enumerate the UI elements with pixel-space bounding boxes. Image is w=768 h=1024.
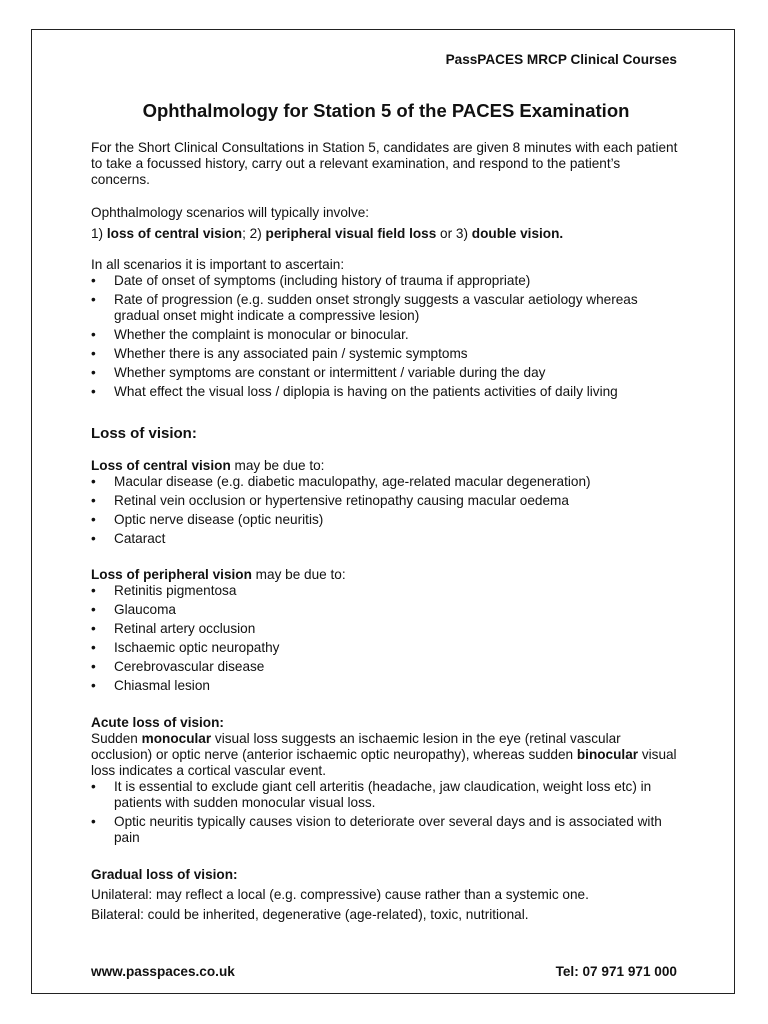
peripheral-section — [91, 567, 681, 697]
list-item: • Whether there is any associated pain / systemic symptoms — [91, 346, 681, 362]
central-list — [91, 474, 681, 547]
central-lead-rest: may be due to: — [230, 458, 325, 473]
acute-text-3: visual loss indicates a cortical vascular event. — [91, 747, 677, 778]
central-lead — [91, 458, 681, 474]
scenario-1: loss of central vision — [106, 226, 243, 241]
gradual-unilateral: Unilateral: may reflect a local (e.g. compressive) cause rather than a systemic one. — [91, 887, 589, 902]
list-item: • Retinal vein occlusion or hypertensive retinopathy causing macular oedema — [91, 493, 681, 509]
list-item: • Macular disease (e.g. diabetic maculopathy, age-related macular degeneration) — [91, 474, 681, 490]
list-item: • Cerebrovascular disease — [91, 659, 681, 675]
list-item: • It is essential to exclude giant cell arteritis (headache, jaw claudication, weight loss etc) in patients with sudden monocular visual loss. — [91, 779, 681, 811]
list-item: • Retinitis pigmentosa — [91, 583, 681, 599]
scenarios-lead: Ophthalmology scenarios will typically involve: — [91, 205, 370, 220]
acute-list — [91, 779, 681, 846]
ascertain-list — [91, 273, 681, 400]
footer-website: www.passpaces.co.uk — [91, 964, 235, 979]
peripheral-lead-rest: may be due to: — [251, 567, 346, 582]
gradual-section — [91, 867, 681, 923]
scenario-3: double vision. — [471, 226, 564, 241]
scenario-2: peripheral visual field loss — [265, 226, 437, 241]
central-lead-bold: Loss of central vision — [91, 458, 231, 473]
list-item: • Optic nerve disease (optic neuritis) — [91, 512, 681, 528]
peripheral-lead — [91, 567, 681, 583]
central-section — [91, 458, 681, 550]
list-item: • Date of onset of symptoms (including history of trauma if appropriate) — [91, 273, 681, 289]
list-item: • Cataract — [91, 531, 681, 547]
list-item: • Glaucoma — [91, 602, 681, 618]
ascertain-lead: In all scenarios it is important to ascertain: — [91, 257, 345, 272]
acute-bold-1: monocular — [141, 731, 212, 746]
page-title: Ophthalmology for Station 5 of the PACES Examination — [142, 100, 630, 121]
peripheral-lead-bold: Loss of peripheral vision — [91, 567, 252, 582]
gradual-heading: Gradual loss of vision: — [91, 867, 238, 882]
list-item: • What effect the visual loss / diplopia is having on the patients activities of daily living — [91, 384, 681, 400]
gradual-bilateral: Bilateral: could be inherited, degenerative (age-related), toxic, nutritional. — [91, 907, 529, 922]
acute-heading: Acute loss of vision: — [91, 715, 224, 730]
acute-section — [91, 715, 681, 849]
scenario-num-2: ; 2) — [242, 226, 266, 241]
list-item: • Whether symptoms are constant or intermittent / variable during the day — [91, 365, 681, 381]
list-item: • Rate of progression (e.g. sudden onset strongly suggests a vascular aetiology whereas gradual onset might indicate a compressive lesion) — [91, 292, 681, 324]
list-item: • Ischaemic optic neuropathy — [91, 640, 681, 656]
loss-of-vision-heading: Loss of vision: — [91, 425, 197, 442]
acute-text-1: Sudden — [91, 731, 142, 746]
intro-paragraph: For the Short Clinical Consultations in Station 5, candidates are given 8 minutes with each patient to take a focussed history, carry out a relevant examination, and respond to the patient’s concerns. — [91, 140, 678, 187]
footer-tel: Tel: 07 971 971 000 — [555, 964, 677, 979]
list-item: • Retinal artery occlusion — [91, 621, 681, 637]
peripheral-list — [91, 583, 681, 694]
acute-text-2: visual loss suggests an ischaemic lesion in the eye (retinal vascular occlusion) or optic nerve (anterior ischaemic optic neuropathy), whereas sudden — [91, 731, 621, 762]
list-item: • Optic neuritis typically causes vision to deteriorate over several days and is associated with pain — [91, 814, 681, 846]
header-org: PassPACES MRCP Clinical Courses — [445, 52, 677, 67]
list-item: • Whether the complaint is monocular or binocular. — [91, 327, 681, 343]
acute-bold-2: binocular — [576, 747, 639, 762]
scenario-num-1: 1) — [91, 226, 107, 241]
scenario-num-3: or 3) — [436, 226, 472, 241]
scenarios-list — [91, 226, 681, 242]
ascertain-section — [91, 257, 681, 403]
list-item: • Chiasmal lesion — [91, 678, 681, 694]
acute-paragraph — [91, 731, 681, 779]
